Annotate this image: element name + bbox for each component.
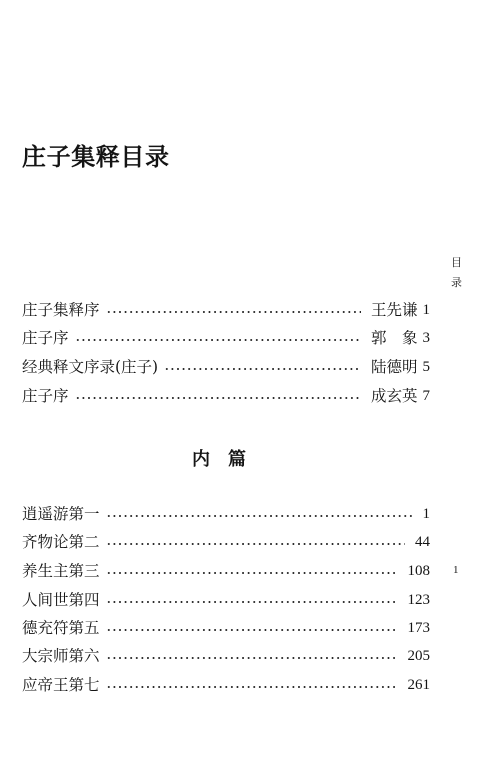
entry-title: 经典释文序录(庄子) (22, 358, 159, 376)
page-number: 1 (453, 564, 459, 576)
section-heading: 内 篇 (192, 449, 246, 470)
toc-entry-chapter (22, 503, 430, 525)
toc-entry-preface (22, 299, 430, 321)
entry-title: 养生主第三 (22, 562, 100, 580)
running-header-char: 目 (451, 256, 462, 269)
entry-title: 大宗师第六 (22, 647, 100, 665)
entry-page-number: 123 (407, 592, 430, 608)
toc-entry-chapter (22, 674, 430, 696)
entry-page-number: 3 (422, 330, 430, 346)
dot-leader (106, 299, 361, 321)
dot-leader (106, 560, 398, 582)
toc-entry-chapter (22, 617, 430, 639)
entry-title: 庄子序 (22, 387, 69, 405)
toc-entry-chapter (22, 645, 430, 667)
toc-entry-chapter (22, 531, 430, 553)
entry-page-number: 1 (422, 506, 430, 522)
entry-title: 德充符第五 (22, 619, 100, 637)
toc-entry-preface (22, 327, 430, 349)
entry-title: 庄子序 (22, 329, 69, 347)
toc-entry-preface (22, 385, 430, 407)
dot-leader (106, 503, 413, 525)
dot-leader (75, 327, 361, 349)
toc-entry-chapter (22, 589, 430, 611)
entry-author: 郭 象 (370, 329, 418, 347)
dot-leader (106, 589, 398, 611)
dot-leader (75, 385, 361, 407)
dot-leader (106, 531, 405, 553)
entry-page-number: 261 (407, 677, 430, 693)
toc-entry-chapter (22, 560, 430, 582)
dot-leader (164, 356, 361, 378)
entry-author: 陆德明 (370, 358, 418, 376)
dot-leader (106, 617, 398, 639)
entry-author: 王先谦 (370, 301, 418, 319)
entry-title: 逍遥游第一 (22, 505, 100, 523)
entry-page-number: 44 (415, 534, 430, 550)
entry-page-number: 7 (422, 388, 430, 404)
entry-page-number: 205 (407, 648, 430, 664)
page-title: 庄子集释目录 (22, 142, 170, 171)
entry-title: 应帝王第七 (22, 676, 100, 694)
entry-title: 齐物论第二 (22, 533, 100, 551)
entry-page-number: 1 (422, 302, 430, 318)
dot-leader (106, 645, 398, 667)
entry-title: 人间世第四 (22, 591, 100, 609)
entry-title: 庄子集释序 (22, 301, 100, 319)
entry-page-number: 5 (422, 359, 430, 375)
entry-page-number: 108 (407, 563, 430, 579)
dot-leader (106, 674, 398, 696)
running-header-char: 录 (451, 276, 462, 289)
toc-entry-preface (22, 356, 430, 378)
entry-author: 成玄英 (370, 387, 418, 405)
entry-page-number: 173 (407, 620, 430, 636)
